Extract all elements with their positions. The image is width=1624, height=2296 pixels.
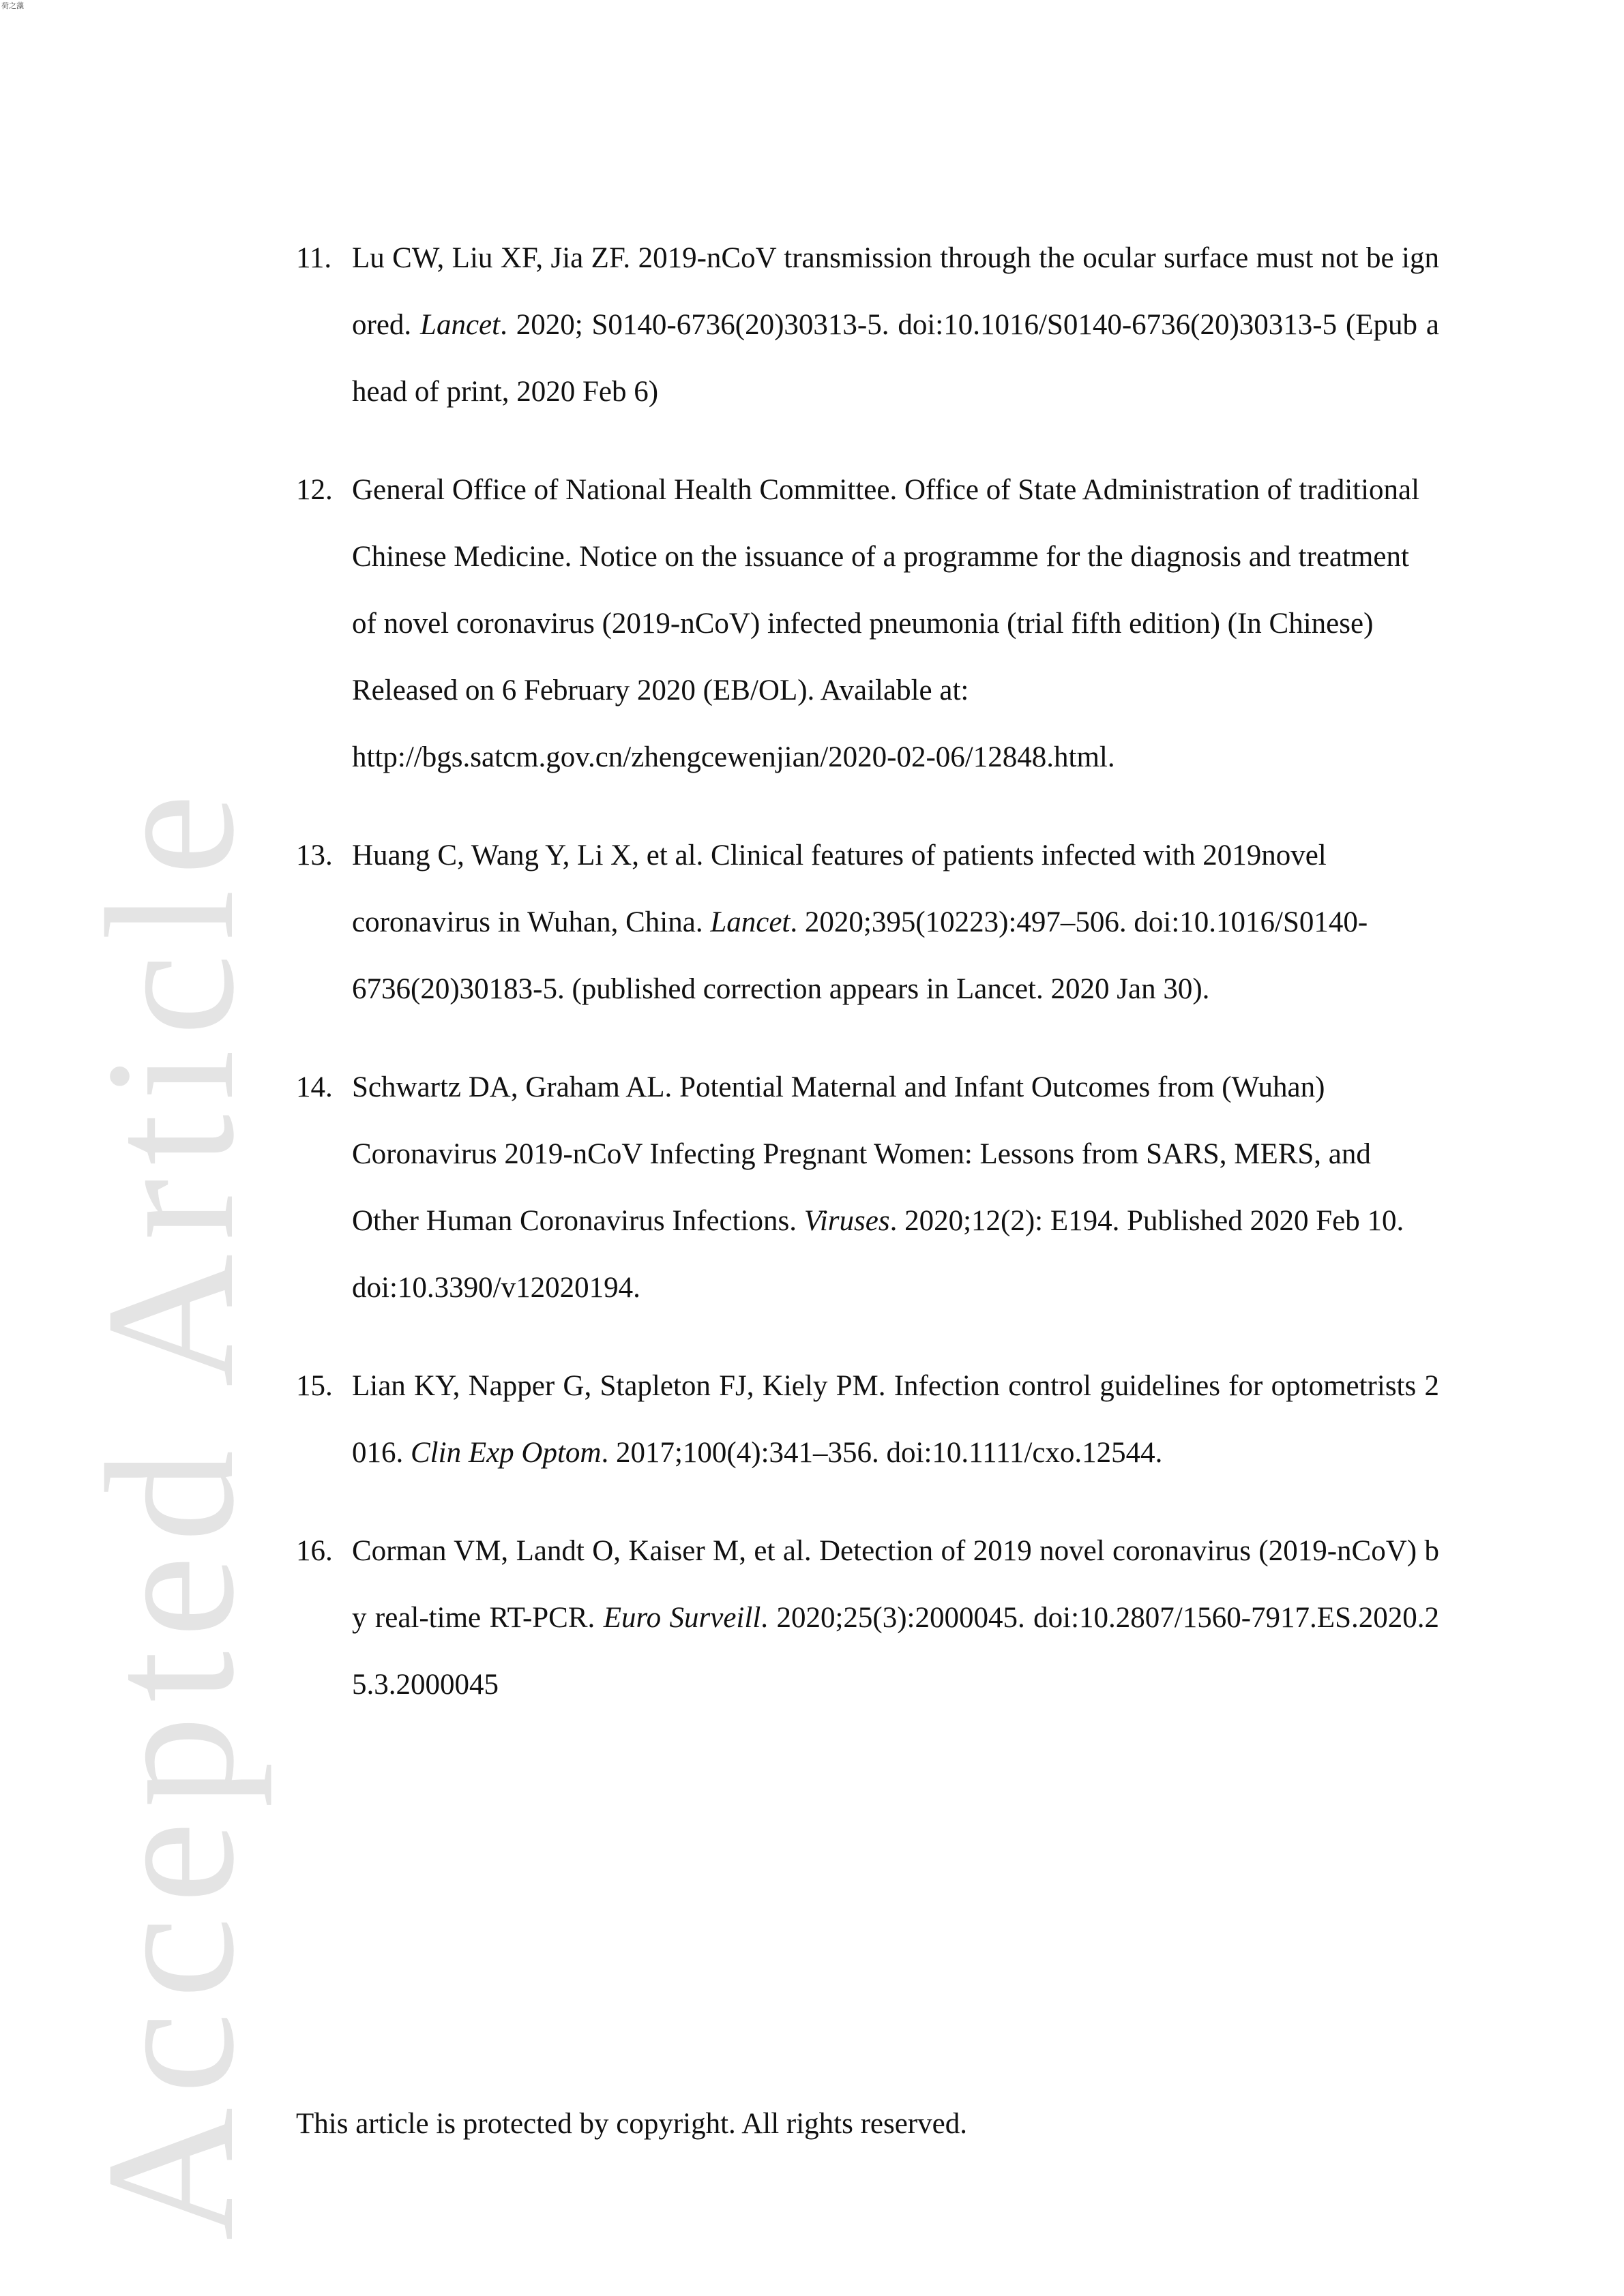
reference-text: Huang C, Wang Y, Li X, et al. Clinical features of patients infected with 2019novel coronavirus in Wuhan, China. Lancet. 2020;395(10223):497–506. doi:10.1016/S0140-6736(20)30183-5. (published correction appears in Lancet. 2020 Jan 30). [352,839,1368,1005]
reference-number: 12. [296,474,333,506]
reference-number: 11. [296,242,332,274]
reference-item [296,1353,1439,1487]
journal-name: Lancet [710,906,791,938]
reference-text: Lu CW, Liu XF, Jia ZF. 2019-nCoV transmission through the ocular surface must not be ignored. Lancet. 2020; S0140-6736(20)30313-5. doi:10.1016/S0140-6736(20)30313-5 (Epub ahead of print, 2020 Feb 6) [352,242,1440,408]
reference-text: Corman VM, Landt O, Kaiser M, et al. Detection of 2019 novel coronavirus (2019-nCoV) by real-time RT-PCR. Euro Surveill. 2020;25(3):2000045. doi:10.2807/1560-7917.ES.2020.25.3.2000045 [352,1535,1439,1701]
journal-name: Viruses [803,1205,890,1237]
reference-item [296,1518,1439,1718]
reference-list [296,225,1439,1750]
reference-item [296,1054,1439,1322]
reference-text: Schwartz DA, Graham AL. Potential Maternal and Infant Outcomes from (Wuhan) Coronavirus 2019-nCoV Infecting Pregnant Women: Lessons from SARS, MERS, and Other Human Coronavirus Infections. Viruses. 2020;12(2): E194. Published 2020 Feb 10. doi:10.3390/v12020194. [352,1071,1404,1304]
reference-number: 13. [296,839,333,871]
copyright-footer: This article is protected by copyright. All rights reserved. [296,2108,967,2140]
reference-number: 16. [296,1535,333,1567]
reference-item [296,822,1439,1023]
reference-item [296,225,1439,426]
reference-item [296,457,1439,791]
accepted-article-watermark: Accepted Article [68,780,272,2241]
journal-name: Clin Exp Optom [411,1437,602,1469]
reference-text: Lian KY, Napper G, Stapleton FJ, Kiely PM. Infection control guidelines for optometrists 2016. Clin Exp Optom. 2017;100(4):341–356. doi:10.1111/cxo.12544. [352,1370,1439,1469]
reference-number: 14. [296,1071,333,1103]
reference-text: General Office of National Health Committee. Office of State Administration of traditional Chinese Medicine. Notice on the issuance of a programme for the diagnosis and treatment of novel coronavirus (2019-nCoV) infected pneumonia (trial fifth edition) (In Chinese) Released on 6 February 2020 (EB/OL). Available at: http://bgs.satcm.gov.cn/zhengcewenjian/2020-02-06/12848.html. [352,474,1420,773]
corner-mark: 荷之藻 [1,1,24,10]
journal-name: Lancet [420,309,501,341]
journal-name: Euro Surveill [603,1602,761,1634]
reference-number: 15. [296,1370,333,1402]
